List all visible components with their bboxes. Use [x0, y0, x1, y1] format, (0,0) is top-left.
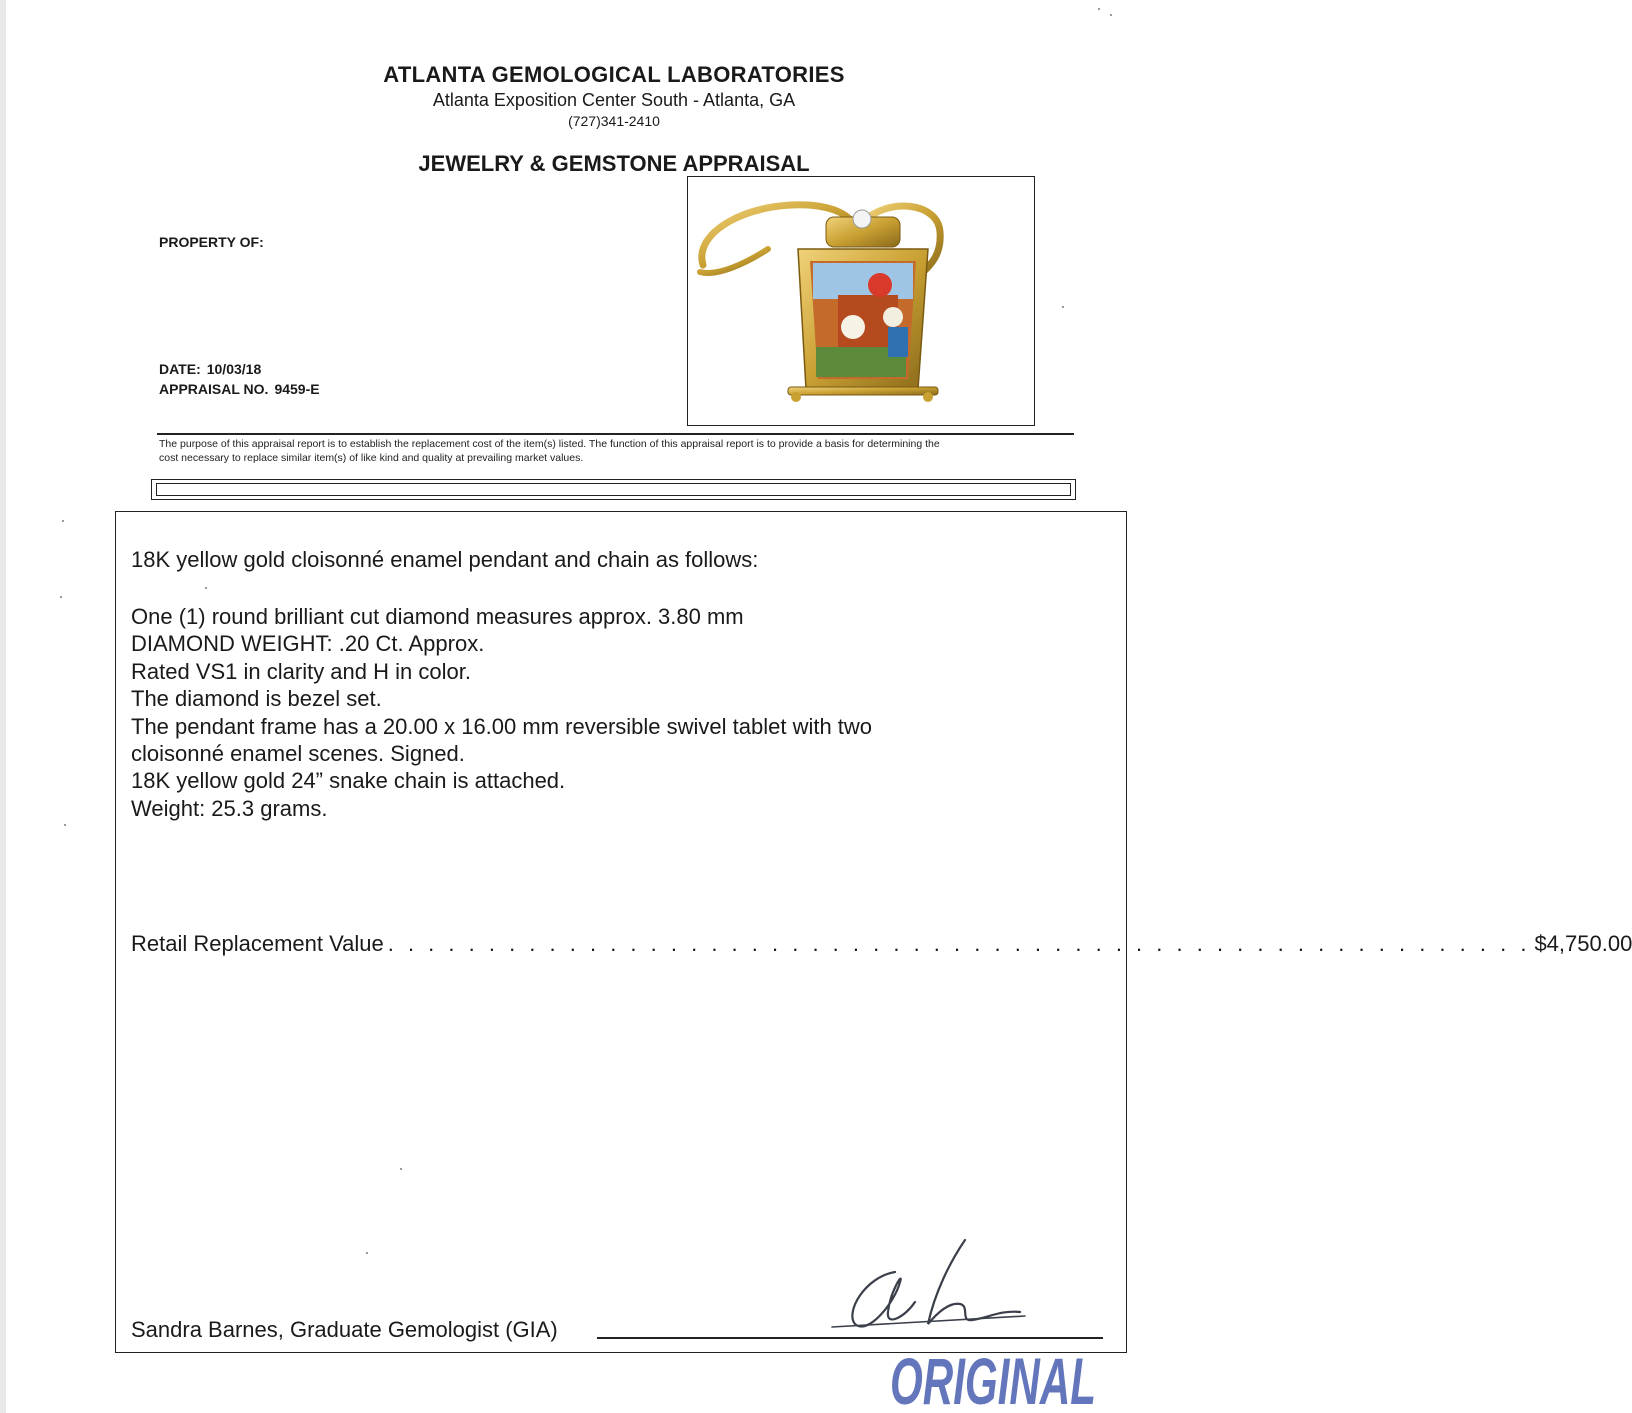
- description-line: 18K yellow gold 24” snake chain is attached.: [131, 768, 566, 794]
- scan-speck: [1098, 8, 1100, 10]
- purpose-line-1: The purpose of this appraisal report is to establish the replacement cost of the item(s) listed. The function of this appraisal report is to provide a basis for determining the: [159, 438, 940, 450]
- appraisal-number-value: 9459-E: [274, 381, 320, 397]
- date-row: [159, 361, 261, 377]
- description-line: DIAMOND WEIGHT: .20 Ct. Approx.: [131, 631, 485, 657]
- description-intro: 18K yellow gold cloisonné enamel pendant and chain as follows:: [131, 547, 759, 572]
- description-line: One (1) round brilliant cut diamond measures approx. 3.80 mm: [131, 604, 744, 629]
- replacement-value-row: [131, 931, 1632, 957]
- property-of-label: PROPERTY OF:: [159, 234, 264, 250]
- appraiser-name: Sandra Barnes, Graduate Gemologist (GIA): [131, 1317, 558, 1342]
- date-label: DATE:: [159, 361, 201, 377]
- appraisal-number-row: [159, 381, 320, 397]
- scan-speck: [60, 596, 62, 598]
- scan-speck: [62, 520, 64, 522]
- description-line: Weight: 25.3 grams.: [131, 795, 328, 821]
- scan-speck: [1062, 306, 1064, 308]
- scan-edge: [0, 0, 6, 1413]
- original-stamp: [886, 1344, 1100, 1413]
- purpose-line-2: cost necessary to replace similar item(s) of like kind and quality at prevailing market values.: [159, 452, 584, 464]
- appraisal-number-label: APPRAISAL NO.: [159, 381, 269, 397]
- lab-address: Atlanta Exposition Center South - Atlanta, GA: [432, 90, 796, 110]
- scan-speck: [366, 1252, 368, 1254]
- item-photo: [687, 176, 1035, 426]
- description-line: Rated VS1 in clarity and H in color.: [131, 658, 471, 684]
- leader-dots: . . . . . . . . . . . . . . . . . . . . . . . . . . . . . . . . . . . . . . . . . . . . . . . . . . . . . . . . .: [387, 931, 1531, 956]
- description-line: The diamond is bezel set.: [131, 686, 382, 712]
- stamp-text: ORIGINAL: [890, 1344, 1096, 1413]
- description-line: The pendant frame has a 20.00 x 16.00 mm reversible swivel tablet with two: [131, 713, 873, 739]
- pendant-illustration: [688, 177, 1034, 425]
- replacement-value-amount: $4,750.00: [1534, 931, 1632, 956]
- header-rule: [157, 433, 1074, 435]
- description-line: cloisonné enamel scenes. Signed.: [131, 741, 465, 767]
- double-rule-box: [151, 479, 1076, 500]
- lab-phone: (727)341-2410: [568, 113, 660, 129]
- lab-name: ATLANTA GEMOLOGICAL LABORATORIES: [383, 62, 845, 87]
- scan-speck: [400, 1168, 402, 1170]
- date-value: 10/03/18: [206, 361, 262, 377]
- scan-speck: [64, 824, 66, 826]
- purpose-statement: [159, 437, 1069, 465]
- description-details: [131, 603, 872, 822]
- handwritten-signature: [820, 1232, 1040, 1342]
- scan-speck: [205, 587, 207, 589]
- scan-speck: [1110, 14, 1112, 16]
- document-title: JEWELRY & GEMSTONE APPRAISAL: [418, 151, 810, 176]
- replacement-value-label: Retail Replacement Value: [131, 931, 384, 956]
